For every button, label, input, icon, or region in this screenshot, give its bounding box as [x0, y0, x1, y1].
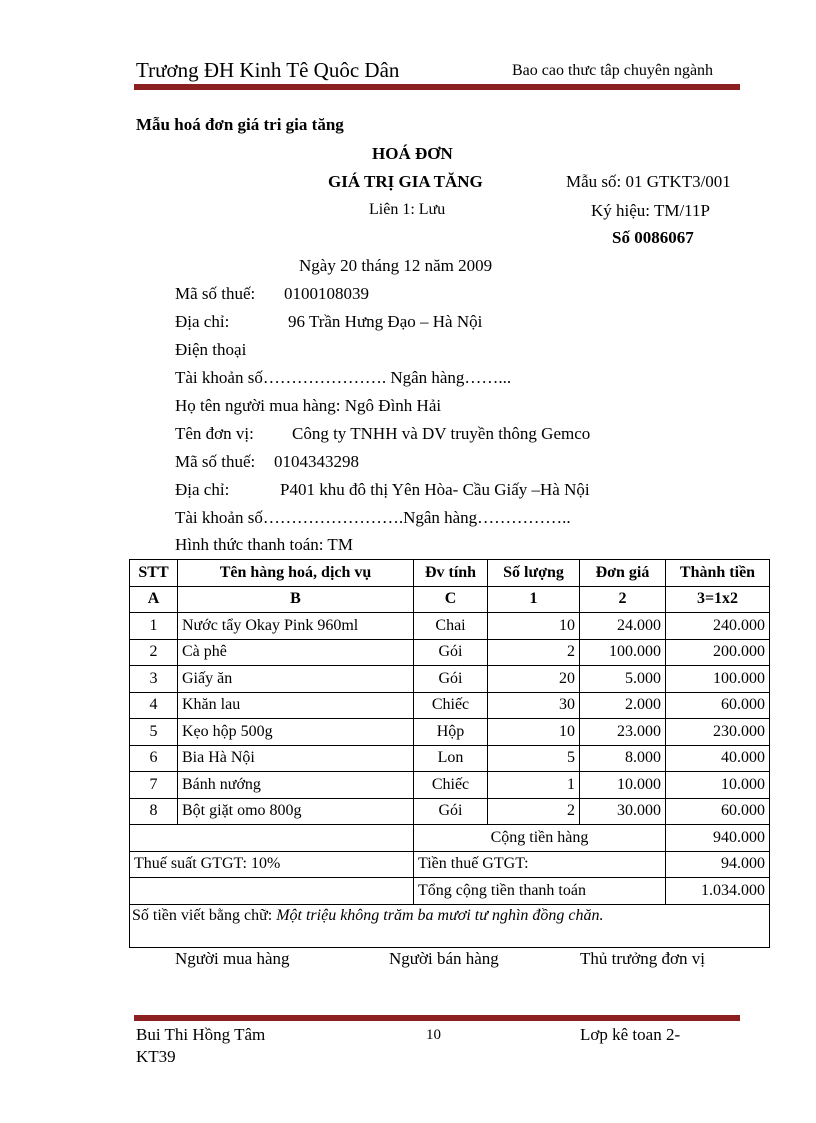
seller-phone: Điện thoại	[175, 340, 247, 359]
subtotal-blank-cell	[130, 825, 414, 852]
quantity-cell: 10	[488, 613, 580, 640]
price-cell: 100.000	[580, 639, 666, 666]
stt-cell: 2	[130, 639, 178, 666]
seller-address-value: 96 Trần Hưng Đạo – Hà Nội	[288, 312, 483, 331]
subheader-cell: C	[414, 586, 488, 613]
vat-amount-label: Tiền thuế GTGT:	[414, 851, 666, 878]
seller-account: Tài khoản số…………………. Ngân hàng……...	[175, 368, 512, 387]
amount-in-words-label: Số tiền viết bằng chữ:	[132, 906, 273, 924]
subtotal-value: 940.000	[666, 825, 770, 852]
subtotal-row	[130, 825, 770, 852]
table-row	[130, 745, 770, 772]
header-cell: Thành tiền	[666, 560, 770, 587]
buyer-tax-value: 0104343298	[274, 452, 359, 471]
header-cell: Số lượng	[488, 560, 580, 587]
item-name-cell: Bột giặt omo 800g	[178, 798, 414, 825]
unit-cell: Chiếc	[414, 772, 488, 799]
stt-cell: 1	[130, 613, 178, 640]
unit-cell: Chai	[414, 613, 488, 640]
footer-class: Lơp kê toan 2-	[580, 1025, 681, 1044]
header-cell: Đơn giá	[580, 560, 666, 587]
item-name-cell: Bánh nướng	[178, 772, 414, 799]
stt-cell: 8	[130, 798, 178, 825]
table-row	[130, 666, 770, 693]
item-name-cell: Kẹo hộp 500g	[178, 719, 414, 746]
buyer-address-row	[175, 480, 590, 500]
buyer-unit-label: Tên đơn vị:	[175, 424, 254, 443]
seller-tax-value: 0100108039	[284, 284, 369, 303]
signature-seller: Người bán hàng	[389, 949, 499, 968]
unit-cell: Lon	[414, 745, 488, 772]
grand-total-value: 1.034.000	[666, 878, 770, 905]
payment-method: Hình thức thanh toán: TM	[175, 535, 353, 554]
header-report-title: Bao cao thưc tâp chuyên ngành	[512, 62, 714, 79]
quantity-cell: 2	[488, 639, 580, 666]
stt-cell: 7	[130, 772, 178, 799]
footer-author: Bui Thi Hồng Tâm	[136, 1025, 266, 1044]
invoice-table	[129, 559, 770, 948]
subheader-cell: 2	[580, 586, 666, 613]
price-cell: 10.000	[580, 772, 666, 799]
stt-cell: 6	[130, 745, 178, 772]
subheader-cell: B	[178, 586, 414, 613]
amount-cell: 60.000	[666, 692, 770, 719]
amount-cell: 230.000	[666, 719, 770, 746]
amount-in-words-cell	[130, 904, 770, 947]
table-row	[130, 719, 770, 746]
unit-cell: Gói	[414, 666, 488, 693]
item-name-cell: Nước tẩy Okay Pink 960ml	[178, 613, 414, 640]
amount-in-words-value: Một triệu không trăm ba mươi tư nghìn đồng chăn.	[276, 906, 604, 924]
header-cell: STT	[130, 560, 178, 587]
table-row	[130, 639, 770, 666]
seller-address-label: Địa chỉ:	[175, 312, 230, 331]
price-cell: 30.000	[580, 798, 666, 825]
table-row	[130, 798, 770, 825]
invoice-form-number: Mẫu số: 01 GTKT3/001	[566, 172, 731, 191]
buyer-unit-value: Công ty TNHH và DV truyền thông Gemco	[292, 424, 591, 443]
amount-cell: 240.000	[666, 613, 770, 640]
buyer-address-label: Địa chỉ:	[175, 480, 230, 499]
price-cell: 23.000	[580, 719, 666, 746]
quantity-cell: 20	[488, 666, 580, 693]
quantity-cell: 10	[488, 719, 580, 746]
price-cell: 24.000	[580, 613, 666, 640]
stt-cell: 5	[130, 719, 178, 746]
buyer-tax-row	[175, 452, 359, 472]
buyer-unit-row	[175, 424, 591, 444]
price-cell: 2.000	[580, 692, 666, 719]
table-header-row	[130, 560, 770, 587]
grand-total-blank-cell	[130, 878, 414, 905]
header-cell: Đv tính	[414, 560, 488, 587]
seller-address-row	[175, 312, 483, 332]
buyer-address-value: P401 khu đô thị Yên Hòa- Cầu Giấy –Hà Nội	[280, 480, 590, 499]
item-name-cell: Bia Hà Nội	[178, 745, 414, 772]
seller-tax-label: Mã số thuế:	[175, 284, 256, 303]
buyer-account: Tài khoản số…………………….Ngân hàng……………..	[175, 508, 571, 527]
quantity-cell: 1	[488, 772, 580, 799]
page-number: 10	[426, 1027, 441, 1043]
table-row	[130, 772, 770, 799]
stt-cell: 3	[130, 666, 178, 693]
signature-buyer: Người mua hàng	[175, 949, 290, 968]
quantity-cell: 5	[488, 745, 580, 772]
invoice-date: Ngày 20 tháng 12 năm 2009	[299, 256, 493, 275]
buyer-name: Họ tên người mua hàng: Ngô Đình Hải	[175, 396, 442, 415]
table-row	[130, 613, 770, 640]
price-cell: 5.000	[580, 666, 666, 693]
document-title: Mẫu hoá đơn giá tri gia tăng	[136, 115, 344, 134]
table-row	[130, 692, 770, 719]
header-rule	[134, 84, 740, 90]
unit-cell: Hộp	[414, 719, 488, 746]
item-name-cell: Giấy ăn	[178, 666, 414, 693]
vat-row	[130, 851, 770, 878]
invoice-number: Số 0086067	[612, 228, 694, 247]
quantity-cell: 30	[488, 692, 580, 719]
signature-head: Thủ trưởng đơn vị	[580, 949, 705, 968]
grand-total-row	[130, 878, 770, 905]
invoice-symbol: Ký hiệu: TM/11P	[591, 201, 711, 220]
amount-cell: 60.000	[666, 798, 770, 825]
buyer-tax-label: Mã số thuế:	[175, 452, 256, 471]
subheader-cell: 1	[488, 586, 580, 613]
subtotal-label: Cộng tiền hàng	[414, 825, 666, 852]
footer-author-class: KT39	[136, 1047, 176, 1066]
amount-in-words-row	[130, 904, 770, 947]
stt-cell: 4	[130, 692, 178, 719]
quantity-cell: 2	[488, 798, 580, 825]
footer-rule	[134, 1015, 740, 1021]
header-school: Trương ĐH Kinh Tê Quôc Dân	[136, 58, 400, 82]
subheader-cell: 3=1x2	[666, 586, 770, 613]
invoice-subtitle: GIÁ TRỊ GIA TĂNG	[328, 172, 483, 191]
invoice-copy: Liên 1: Lưu	[369, 201, 446, 218]
amount-cell: 200.000	[666, 639, 770, 666]
invoice-title: HOÁ ĐƠN	[372, 144, 453, 163]
vat-amount-value: 94.000	[666, 851, 770, 878]
item-name-cell: Cà phê	[178, 639, 414, 666]
vat-rate-label: Thuế suất GTGT: 10%	[130, 851, 414, 878]
unit-cell: Gói	[414, 639, 488, 666]
unit-cell: Gói	[414, 798, 488, 825]
seller-tax-row	[175, 284, 369, 304]
grand-total-label: Tổng cộng tiền thanh toán	[414, 878, 666, 905]
amount-cell: 40.000	[666, 745, 770, 772]
item-name-cell: Khăn lau	[178, 692, 414, 719]
unit-cell: Chiếc	[414, 692, 488, 719]
subheader-cell: A	[130, 586, 178, 613]
header-cell: Tên hàng hoá, dịch vụ	[178, 560, 414, 587]
table-subheader-row	[130, 586, 770, 613]
amount-cell: 100.000	[666, 666, 770, 693]
amount-cell: 10.000	[666, 772, 770, 799]
price-cell: 8.000	[580, 745, 666, 772]
